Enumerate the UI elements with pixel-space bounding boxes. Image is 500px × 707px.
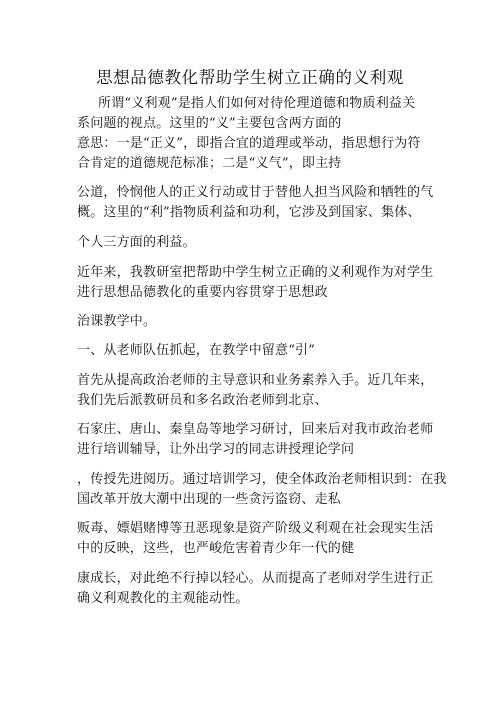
paragraph-line: 意思：一是“正义”，即指合宜的道理或举动，指思想行为符 xyxy=(77,136,421,151)
paragraph-line: 康成长，对此绝不行掉以轻心。从而提高了老师对学生进行正 xyxy=(77,571,434,586)
paragraph-line: 石家庄、唐山、秦皇岛等地学习研讨，回来后对我市政治老师 xyxy=(77,422,434,437)
paragraph-line: 概。这里的“利”指物质利益和功利，它涉及到国家、集体、 xyxy=(77,205,421,220)
paragraph-line: 一、从老师队伍抓起，在教学中留意“引” xyxy=(77,343,316,358)
paragraph-line: 我们先后派教研员和多名政治老师到北京、 xyxy=(77,393,328,408)
paragraph-line: 进行思想品德教化的重要内容贯穿于思想政 xyxy=(77,285,328,300)
paragraph-line: 合肯定的道德规范标准；二是“义气”，即主持 xyxy=(77,156,342,171)
paragraph-line: 首先从提高政治老师的主导意识和业务素养入手。近几年来， xyxy=(77,373,434,388)
paragraph-line: 进行培训辅导，让外出学习的同志讲授理论学问 xyxy=(77,442,355,457)
paragraph-line: 个人三方面的利益。 xyxy=(77,235,196,250)
paragraph-line: 中的反映，这些，也严峻危害着青少年一代的健 xyxy=(77,541,355,556)
paragraph-line: 系问题的视点。这里的“义”主要包含两方面的 xyxy=(77,116,342,131)
paragraph-line: 近年来，我教研室把帮助中学生树立正确的义利观作为对学生 xyxy=(77,265,434,280)
paragraph-line: 确义利观教化的主观能动性。 xyxy=(77,591,249,606)
paragraph-line: 所谓“义利观”是指人们如何对待伦理道德和物质利益关 xyxy=(98,96,416,111)
paragraph-line: 公道，怜悯他人的正义行动或甘于替他人担当风险和牺牲的气 xyxy=(77,185,434,200)
paragraph-line: ，传授先进阅历。通过培训学习，使全体政治老师相识到：在我 xyxy=(77,472,447,487)
paragraph-line: 贩毒、嫖娼赌博等丑恶现象是资产阶级义利观在社会现实生活 xyxy=(77,521,434,536)
document-title: 思想品德教化帮助学生树立正确的义利观 xyxy=(96,68,404,87)
paragraph-line: 治课教学中。 xyxy=(77,314,157,329)
paragraph-line: 国改革开放大潮中出现的一些贪污盗窃、走私 xyxy=(77,492,342,507)
